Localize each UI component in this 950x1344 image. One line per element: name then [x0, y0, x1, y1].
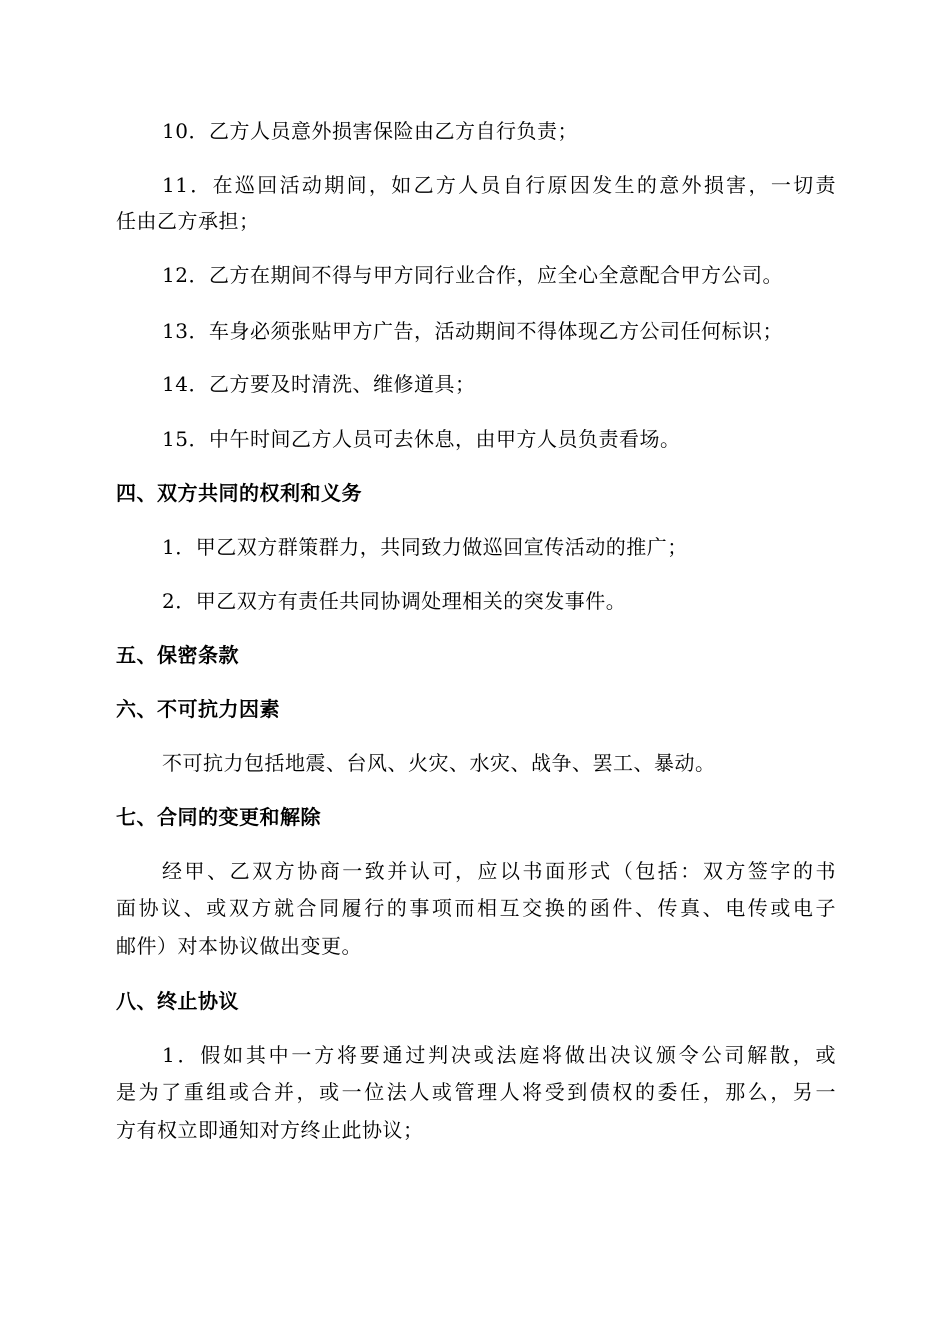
clause-13: 13．车身必须张贴甲方广告，活动期间不得体现乙方公司任何标识；: [162, 319, 783, 343]
clause-12: 12．乙方在期间不得与甲方同行业合作，应全心全意配合甲方公司。: [162, 263, 783, 287]
clause-11-line-1: 11．在巡回活动期间，如乙方人员自行原因发生的意外损害，一切责: [162, 173, 836, 197]
clause-10: 10．乙方人员意外损害保险由乙方自行负责；: [162, 119, 578, 143]
section-heading-4: 四、双方共同的权利和义务: [116, 481, 362, 505]
section-heading-5: 五、保密条款: [116, 643, 239, 667]
section-8-item-1-line-1: 1．假如其中一方将要通过判决或法庭将做出决议颁令公司解散，或: [162, 1043, 836, 1067]
clause-15: 15．中午时间乙方人员可去休息，由甲方人员负责看场。: [162, 427, 681, 451]
section-heading-8: 八、终止协议: [116, 989, 239, 1013]
section-heading-6: 六、不可抗力因素: [116, 697, 280, 721]
section-8-item-1-line-2: 是为了重组或合并，或一位法人或管理人将受到债权的委任，那么，另一: [116, 1080, 836, 1104]
section-7-line-2: 面协议、或双方就合同履行的事项而相互交换的函件、传真、电传或电子: [116, 896, 836, 920]
section-7-line-1: 经甲、乙双方协商一致并认可，应以书面形式（包括：双方签字的书: [162, 859, 836, 883]
section-4-item-2: 2．甲乙双方有责任共同协调处理相关的突发事件。: [162, 589, 627, 613]
section-4-item-1: 1．甲乙双方群策群力，共同致力做巡回宣传活动的推广；: [162, 535, 688, 559]
section-7-line-3: 邮件）对本协议做出变更。: [116, 934, 362, 958]
section-6-text: 不可抗力包括地震、台风、火灾、水灾、战争、罢工、暴动。: [162, 751, 716, 775]
clause-14: 14．乙方要及时清洗、维修道具；: [162, 372, 476, 396]
section-heading-7: 七、合同的变更和解除: [116, 805, 321, 829]
clause-11-line-2: 任由乙方承担；: [116, 209, 260, 233]
section-8-item-1-line-3: 方有权立即通知对方终止此协议；: [116, 1118, 424, 1142]
